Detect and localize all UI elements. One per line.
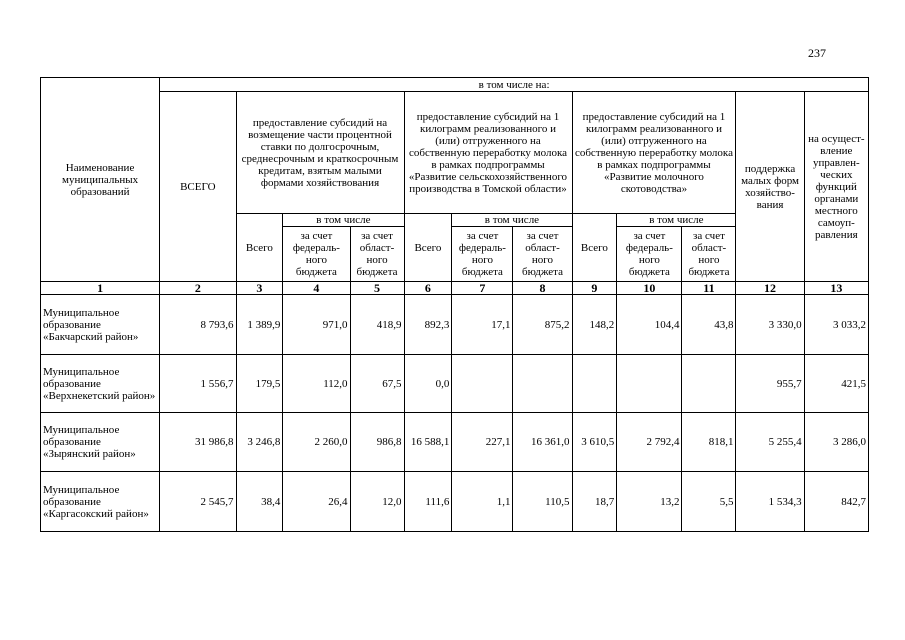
cell-value: 2 792,4 [617, 413, 682, 472]
column-number: 2 [160, 282, 236, 295]
group2-federal-header: за счет федераль-ного бюджета [452, 227, 513, 282]
group2-vsego-header: Всего [404, 214, 452, 282]
column-number: 8 [513, 282, 572, 295]
column-number: 3 [236, 282, 283, 295]
cell-total: 1 556,7 [160, 355, 236, 413]
group1-federal-header: за счет федераль-ного бюджета [283, 227, 350, 282]
cell-value: 3 610,5 [572, 413, 617, 472]
cell-value: 875,2 [513, 295, 572, 355]
cell-value [682, 355, 736, 413]
cell-value: 3 286,0 [804, 413, 868, 472]
cell-value: 12,0 [350, 472, 404, 532]
column-number: 9 [572, 282, 617, 295]
cell-value: 111,6 [404, 472, 452, 532]
cell-value: 16 588,1 [404, 413, 452, 472]
cell-value: 110,5 [513, 472, 572, 532]
group3-federal-header: за счет федераль-ного бюджета [617, 227, 682, 282]
municipality-name: Муниципальное образование «Зырянский район» [41, 413, 160, 472]
column-number: 5 [350, 282, 404, 295]
cell-value: 227,1 [452, 413, 513, 472]
group2-regional-header: за счет област-ного бюджета [513, 227, 572, 282]
column-number: 10 [617, 282, 682, 295]
cell-value: 43,8 [682, 295, 736, 355]
group3-regional-header: за счет област-ного бюджета [682, 227, 736, 282]
cell-value: 179,5 [236, 355, 283, 413]
cell-value: 13,2 [617, 472, 682, 532]
page-number: 237 [808, 46, 826, 60]
cell-total: 2 545,7 [160, 472, 236, 532]
cell-total: 8 793,6 [160, 295, 236, 355]
cell-value: 971,0 [283, 295, 350, 355]
cell-value: 112,0 [283, 355, 350, 413]
group1-vsego-header: Всего [236, 214, 283, 282]
municipality-name: Муниципальное образование «Верхнекетский район» [41, 355, 160, 413]
cell-value: 3 246,8 [236, 413, 283, 472]
cell-value: 38,4 [236, 472, 283, 532]
cell-value [452, 355, 513, 413]
col12-header: поддержка малых форм хозяйство-вания [736, 92, 804, 282]
column-number: 11 [682, 282, 736, 295]
cell-value: 104,4 [617, 295, 682, 355]
total-header: ВСЕГО [160, 92, 236, 282]
cell-value: 1 389,9 [236, 295, 283, 355]
col13-header: на осущест-вление управлен-ческих функций органами местного самоуп-равления [804, 92, 868, 282]
cell-value: 18,7 [572, 472, 617, 532]
municipality-header: Наименование муниципальных образований [41, 78, 160, 282]
table-row [41, 472, 869, 532]
cell-value: 5 255,4 [736, 413, 804, 472]
group3-header: предоставление субсидий на 1 килограмм реализованного и (или) отгруженного на собственную переработку молока в рамках подпрограммы «Развитие молочного скотоводства» [572, 92, 736, 214]
cell-value: 3 330,0 [736, 295, 804, 355]
cell-total: 31 986,8 [160, 413, 236, 472]
cell-value: 16 361,0 [513, 413, 572, 472]
table-row [41, 413, 869, 472]
group3-including-header: в том числе [617, 214, 736, 227]
column-number: 7 [452, 282, 513, 295]
cell-value: 418,9 [350, 295, 404, 355]
group3-vsego-header: Всего [572, 214, 617, 282]
cell-value: 1,1 [452, 472, 513, 532]
cell-value: 148,2 [572, 295, 617, 355]
cell-value: 1 534,3 [736, 472, 804, 532]
budget-table [40, 77, 869, 532]
column-number: 4 [283, 282, 350, 295]
group2-including-header: в том числе [452, 214, 572, 227]
group1-including-header: в том числе [283, 214, 404, 227]
cell-value: 3 033,2 [804, 295, 868, 355]
cell-value: 67,5 [350, 355, 404, 413]
cell-value: 2 260,0 [283, 413, 350, 472]
cell-value: 842,7 [804, 472, 868, 532]
cell-value: 0,0 [404, 355, 452, 413]
cell-value: 955,7 [736, 355, 804, 413]
municipality-name: Муниципальное образование «Бакчарский район» [41, 295, 160, 355]
group2-header: предоставление субсидий на 1 килограмм реализованного и (или) отгруженного на собственную переработку молока в рамках подпрограммы «Развитие сельскохозяйственного производства в Томской области» [404, 92, 572, 214]
cell-value: 986,8 [350, 413, 404, 472]
column-number: 6 [404, 282, 452, 295]
group1-header: предоставление субсидий на возмещение части процентной ставки по долгосрочным, среднесрочным и краткосрочным кредитам, взятым малыми формами хозяйствования [236, 92, 404, 214]
table-row [41, 355, 869, 413]
including-on-header: в том числе на: [160, 78, 869, 92]
cell-value: 26,4 [283, 472, 350, 532]
cell-value [617, 355, 682, 413]
cell-value: 818,1 [682, 413, 736, 472]
municipality-name: Муниципальное образование «Каргасокский район» [41, 472, 160, 532]
cell-value: 5,5 [682, 472, 736, 532]
table-row [41, 295, 869, 355]
group1-regional-header: за счет област-ного бюджета [350, 227, 404, 282]
cell-value [572, 355, 617, 413]
cell-value: 421,5 [804, 355, 868, 413]
column-number: 13 [804, 282, 868, 295]
column-number: 1 [41, 282, 160, 295]
cell-value [513, 355, 572, 413]
cell-value: 892,3 [404, 295, 452, 355]
column-number: 12 [736, 282, 804, 295]
cell-value: 17,1 [452, 295, 513, 355]
